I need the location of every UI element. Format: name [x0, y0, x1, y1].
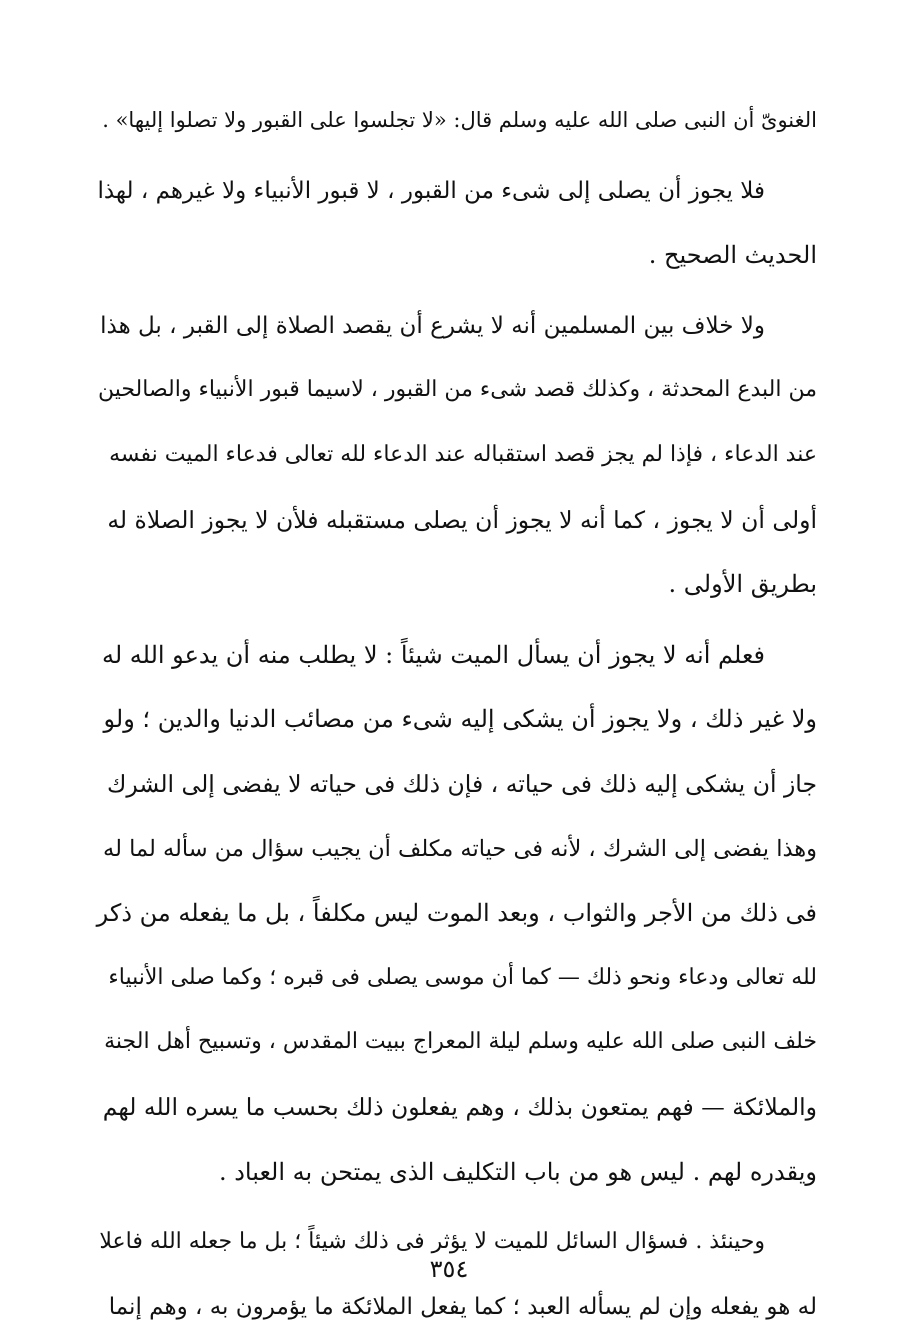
text-line: وهذا يفضى إلى الشرك ، لأنه فى حياته مكلف أن يجيب سؤال من سأله لما له	[103, 835, 817, 862]
text-line: من البدع المحدثة ، وكذلك قصد شىء من القبور ، لاسيما قبور الأنبياء والصالحين	[97, 377, 817, 403]
text-line: لله تعالى ودعاء ونحو ذلك — كما أن موسى يصلى فى قبره ؛ وكما صلى الأنبياء	[108, 964, 817, 990]
text-line: فى ذلك من الأجر والثواب ، وبعد الموت ليس مكلفاً ، بل ما يفعله من ذكر	[96, 899, 817, 928]
text-line: له هو يفعله وإن لم يسأله العبد ؛ كما يفعل الملائكة ما يؤمرون به ، وهم إنما	[108, 1293, 817, 1320]
paragraph	[95, 294, 817, 617]
body-text	[95, 88, 817, 1339]
text-line: الغنوىّ أن النبى صلى الله عليه وسلم قال: «لا تجلسوا على القبور ولا تصلوا إليها» .	[102, 108, 817, 132]
text-line: جاز أن يشكى إليه ذلك فى حياته ، فإن ذلك فى حياته لا يفضى إلى الشرك	[107, 769, 817, 798]
paragraph	[95, 159, 817, 288]
text-line: وحينئذ . فسؤال السائل للميت لا يؤثر فى ذلك شيئاً ؛ بل ما جعله الله فاعلا	[99, 1229, 765, 1255]
text-line: فعلم أنه لا يجوز أن يسأل الميت شيئاً : لا يطلب منه أن يدعو الله له	[101, 640, 765, 669]
paragraph	[95, 623, 817, 1204]
text-line: عند الدعاء ، فإذا لم يجز قصد استقباله عند الدعاء لله تعالى فدعاء الميت نفسه	[109, 441, 817, 467]
text-line: والملائكة — فهم يمتعون بذلك ، وهم يفعلون ذلك بحسب ما يسره الله لهم	[102, 1092, 817, 1121]
text-line: فلا يجوز أن يصلى إلى شىء من القبور ، لا قبور الأنبياء ولا غيرهم ، لهذا	[97, 177, 765, 204]
text-line: ولا غير ذلك ، ولا يجوز أن يشكى إليه شىء من مصائب الدنيا والدين ؛ ولو	[103, 705, 817, 734]
text-line: أولى أن لا يجوز ، كما أنه لا يجوز أن يصلى مستقبله فلأن لا يجوز الصلاة له	[107, 505, 817, 534]
text-line: ولا خلاف بين المسلمين أنه لا يشرع أن يقصد الصلاة إلى القبر ، بل هذا	[100, 312, 765, 339]
text-line: ويقدره لهم . ليس هو من باب التكليف الذى يمتحن به العباد .	[218, 1157, 817, 1186]
text-line: الحديث الصحيح .	[648, 241, 817, 270]
page-number: ٣٥٤	[429, 1255, 469, 1283]
paragraph	[95, 88, 817, 153]
text-line: خلف النبى صلى الله عليه وسلم ليلة المعراج ببيت المقدس ، وتسبيح أهل الجنة	[104, 1029, 817, 1055]
text-line: بطريق الأولى .	[668, 570, 817, 599]
